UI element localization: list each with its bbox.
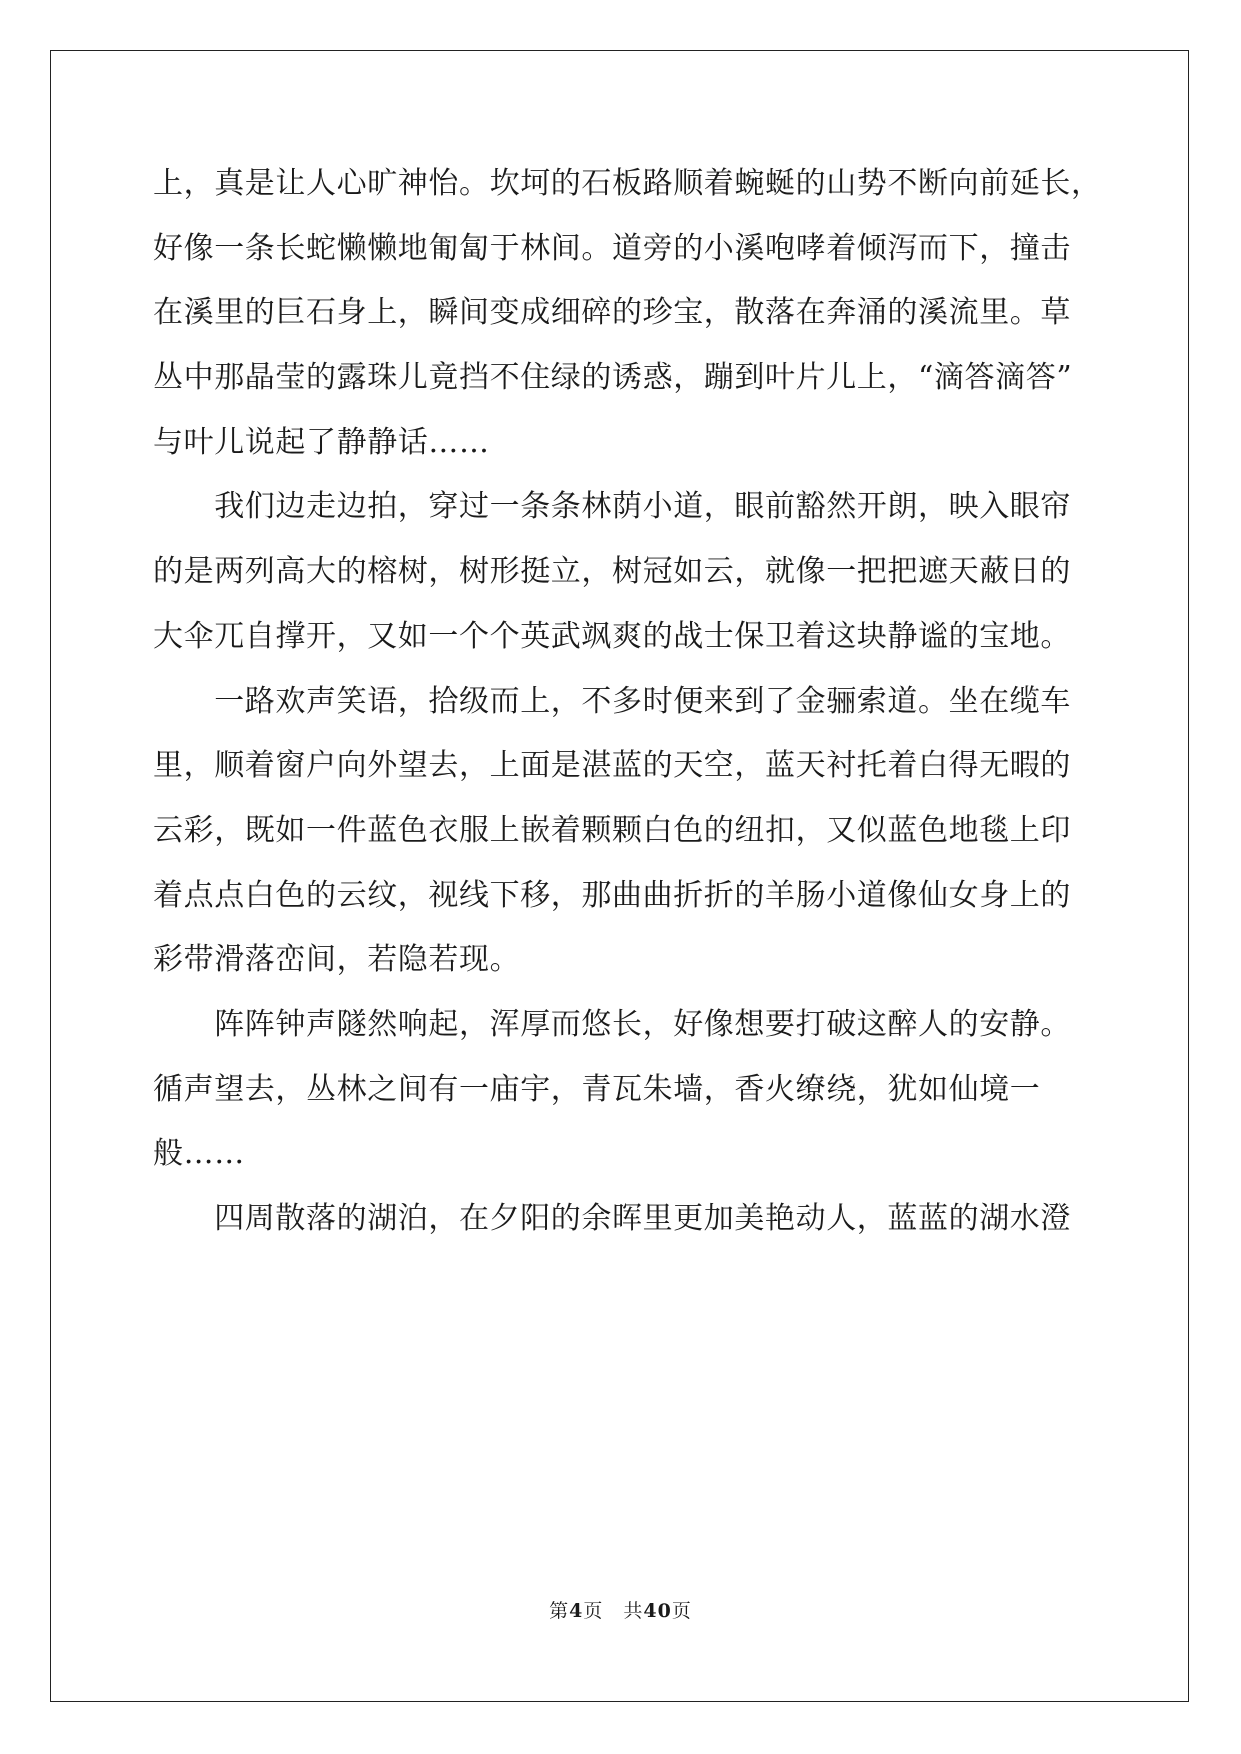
document-body xyxy=(153,162,1102,1262)
text-line: 四周散落的湖泊，在夕阳的余晖里更加美艳动人，蓝蓝的湖水澄 xyxy=(153,1201,1071,1236)
text-line: 里，顺着窗户向外望去，上面是湛蓝的天空，蓝天衬托着白得无暇的 xyxy=(153,748,1071,784)
page-footer xyxy=(0,1596,1241,1623)
text-line: 彩带滑落峦间，若隐若现。 xyxy=(153,942,521,978)
total-pages-number: 40 xyxy=(643,1600,672,1622)
text-line: 阵阵钟声隧然响起，浑厚而悠长，好像想要打破这醉人的安静。 xyxy=(153,1006,1071,1042)
text-line: 般…… xyxy=(153,1136,245,1172)
text-line: 循声望去，丛林之间有一庙宇，青瓦朱墙，香火缭绕，犹如仙境一 xyxy=(153,1071,1041,1107)
text-line: 上，真是让人心旷神怡。坎坷的石板路顺着蜿蜒的山势不断向前延长， xyxy=(153,166,1102,201)
text-line: 云彩，既如一件蓝色衣服上嵌着颗颗白色的纽扣，又似蓝色地毯上印 xyxy=(153,812,1071,848)
text-line: 的是两列高大的榕树，树形挺立，树冠如云，就像一把把遮天蔽日的 xyxy=(153,554,1071,590)
page-number-prefix: 第 xyxy=(549,1600,570,1622)
text-line: 我们边走边拍，穿过一条条林荫小道，眼前豁然开朗，映入眼帘 xyxy=(153,489,1071,525)
text-line: 在溪里的巨石身上，瞬间变成细碎的珍宝，散落在奔涌的溪流里。草 xyxy=(153,295,1071,331)
text-line: 丛中那晶莹的露珠儿竟挡不住绿的诱惑，蹦到叶片儿上，“滴答滴答” xyxy=(153,360,1073,396)
total-pages-unit: 页 xyxy=(671,1600,692,1622)
text-line: 大伞兀自撑开，又如一个个英武飒爽的战士保卫着这块静谧的宝地。 xyxy=(153,618,1071,654)
current-page-number: 4 xyxy=(569,1600,584,1622)
text-line: 一路欢声笑语，拾级而上，不多时便来到了金骊索道。坐在缆车 xyxy=(153,683,1071,719)
text-line: 与叶儿说起了静静话…… xyxy=(153,424,490,460)
total-pages-prefix: 共 xyxy=(623,1600,644,1622)
text-line: 着点点白色的云纹，视线下移，那曲曲折折的羊肠小道像仙女身上的 xyxy=(153,877,1071,913)
text-line: 好像一条长蛇懒懒地匍匐于林间。道旁的小溪咆哮着倾泻而下，撞击 xyxy=(153,230,1071,266)
page-number-unit: 页 xyxy=(583,1600,604,1622)
